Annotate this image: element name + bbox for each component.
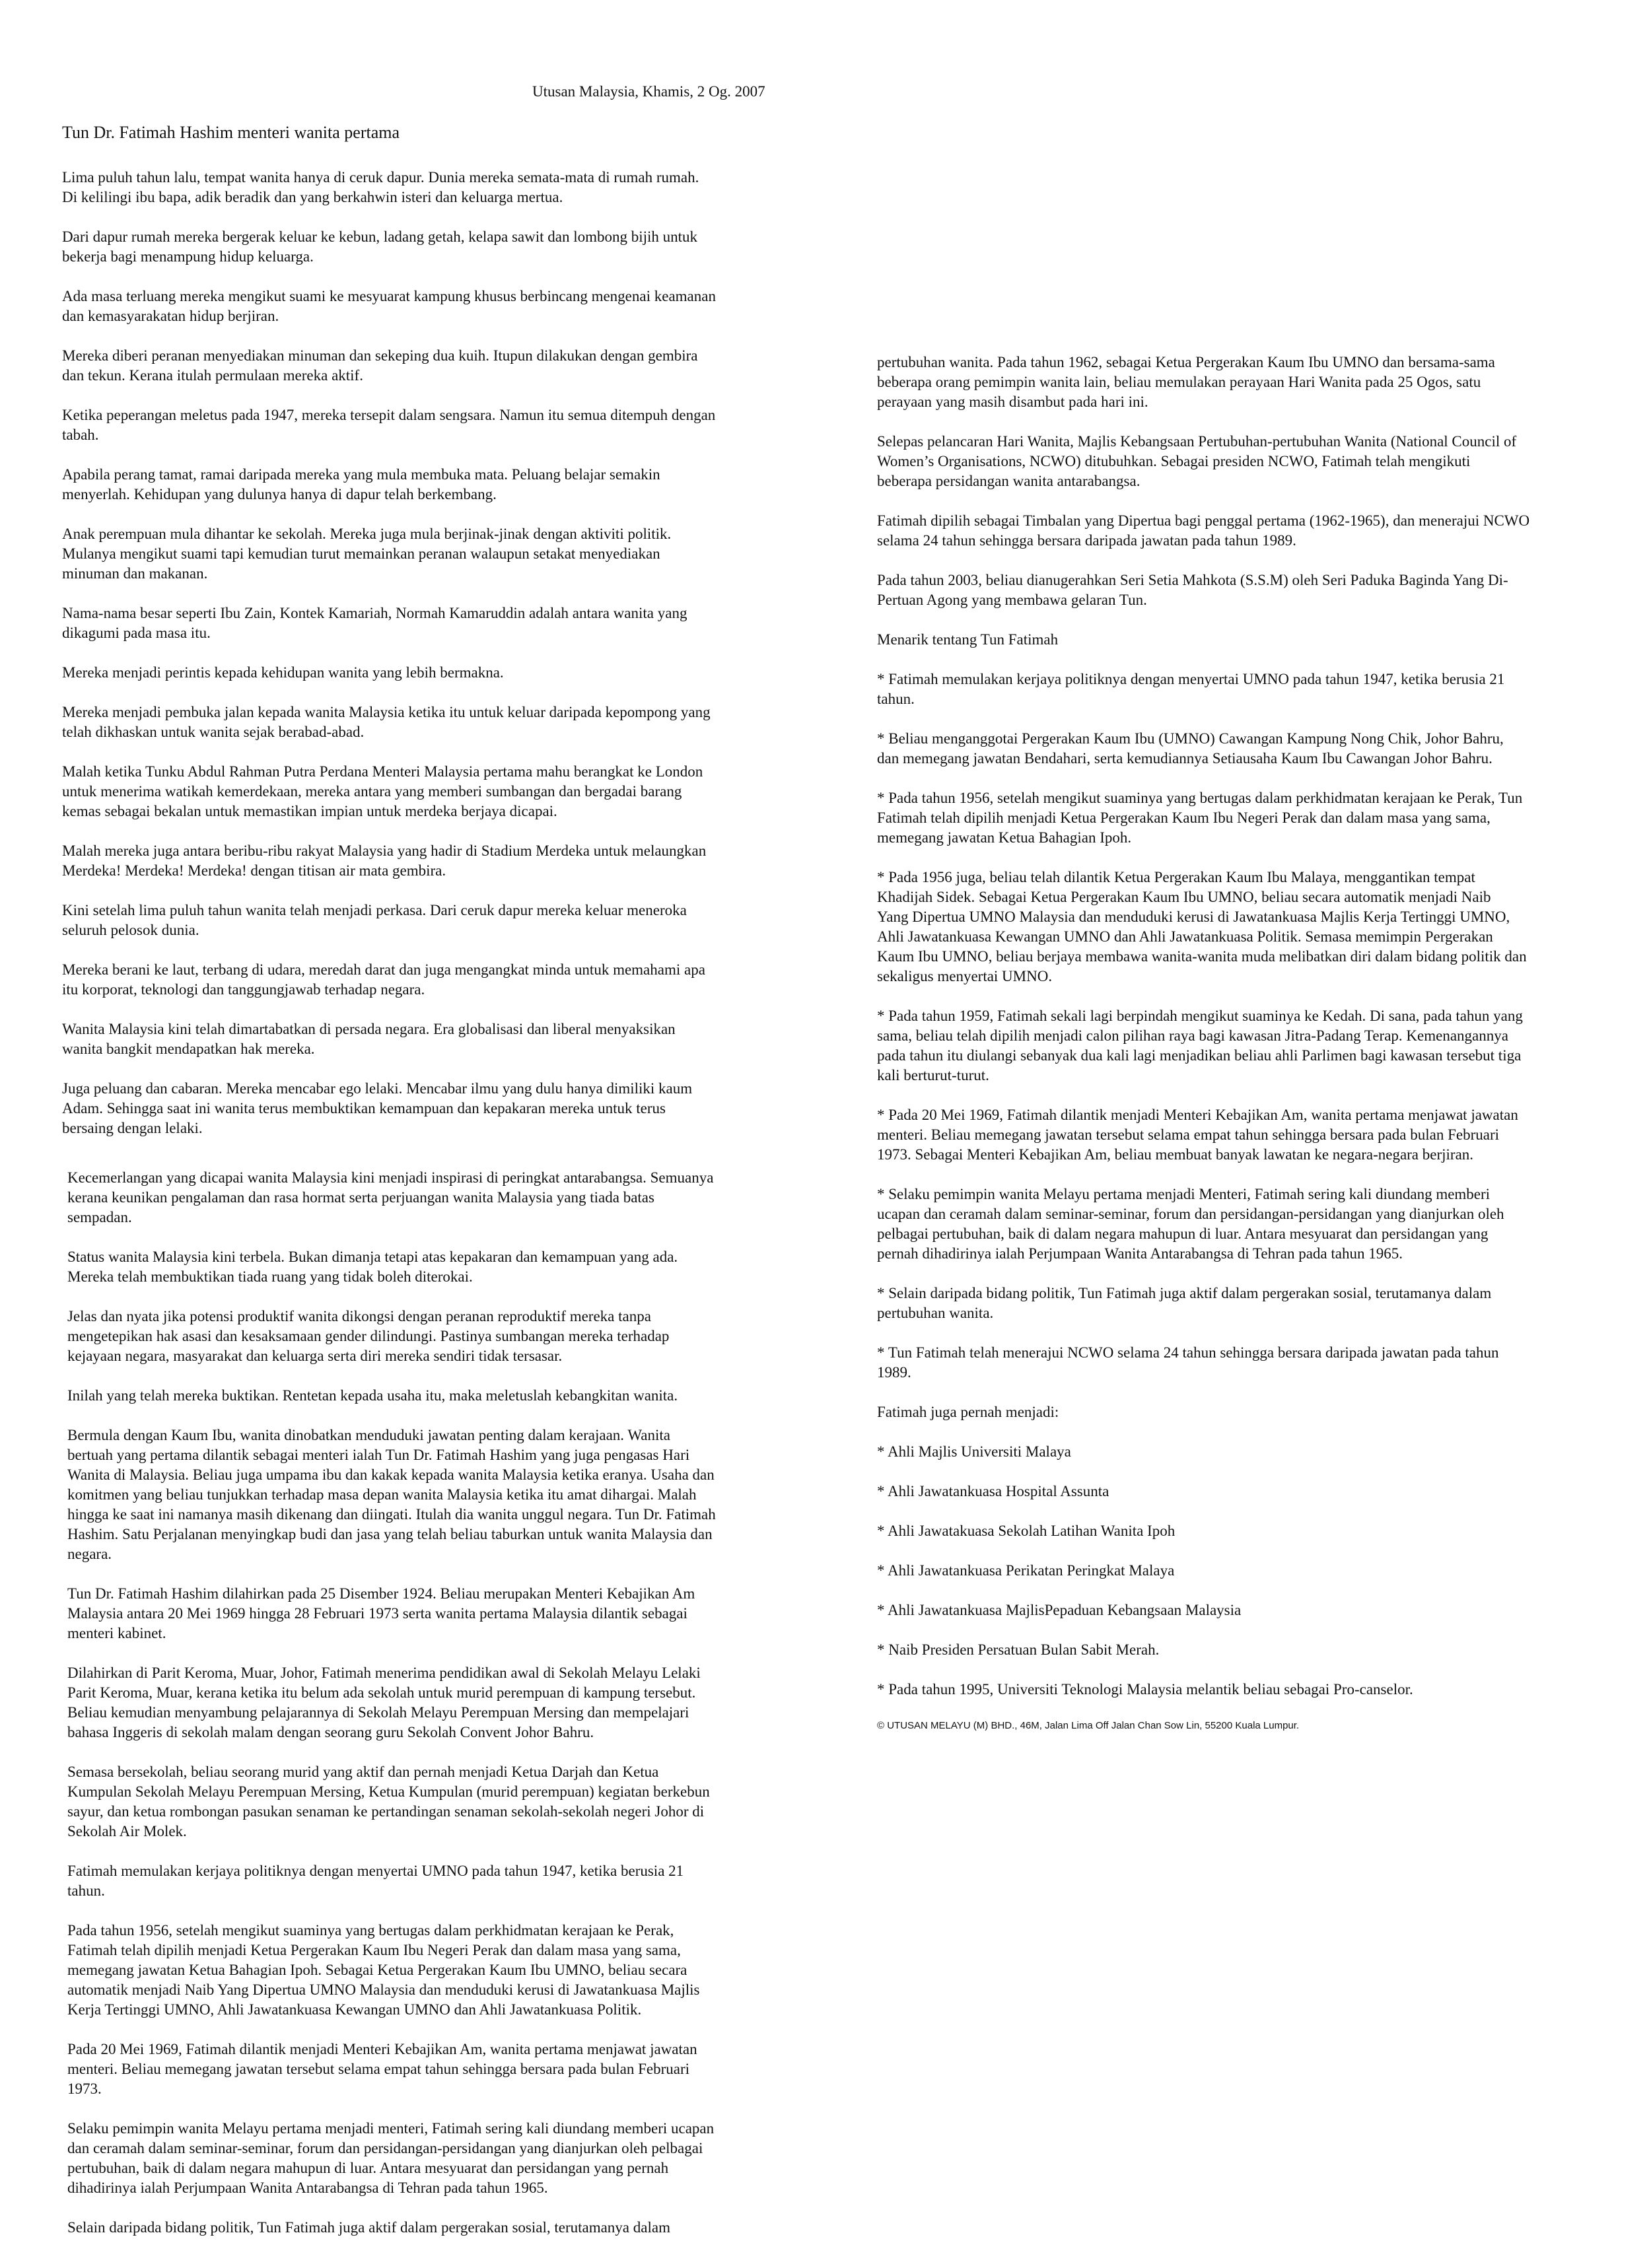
paragraph: Anak perempuan mula dihantar ke sekolah. Mereka juga mula berjinak-jinak dengan aktiviti politik. Mulanya mengikut suami tapi kemudian turut memainkan peranan walaupun setakat menyediakan minuman dan makanan. <box>62 526 672 582</box>
paragraph: Tun Dr. Fatimah Hashim dilahirkan pada 25 Disember 1924. Beliau merupakan Menteri Kebajikan Am Malaysia antara 20 Mei 1969 hingga 28 Februari 1973 serta wanita pertama Malaysia dilantik sebagai menteri kabinet. <box>67 1585 695 1641</box>
bullet-item: * Pada tahun 1956, setelah mengikut suaminya yang bertugas dalam perkhidmatan kerajaan ke Perak, Tun Fatimah telah dipilih menjadi Ketua Pergerakan Kaum Ibu Negeri Perak dan dalam masa yang sama, memegang jawatan Ketua Bahagian Ipoh. <box>877 790 1523 846</box>
paragraph: Juga peluang dan cabaran. Mereka mencabar ego lelaki. Mencabar ilmu yang dulu hanya dimiliki kaum Adam. Sehingga saat ini wanita terus membuktikan kemampuan dan kepakaran mereka untuk terus bersaing dengan lelaki. <box>62 1080 693 1136</box>
bullet-item: * Beliau menganggotai Pergerakan Kaum Ibu (UMNO) Cawangan Kampung Nong Chik, Johor Bahru, dan memegang jawatan Bendahari, serta kemudiannya Setiausaha Kaum Ibu Cawangan Johor Bahru. <box>877 730 1504 767</box>
list-item: * Ahli Jawatakuasa Sekolah Latihan Wanita Ipoh <box>877 1523 1176 1539</box>
paragraph: Mereka menjadi perintis kepada kehidupan wanita yang lebih bermakna. <box>62 664 504 681</box>
paragraph: Mereka menjadi pembuka jalan kepada wanita Malaysia ketika itu untuk keluar daripada kepompong yang telah dikhaskan untuk wanita sejak berabad-abad. <box>62 704 711 740</box>
paragraph: Dilahirkan di Parit Keroma, Muar, Johor, Fatimah menerima pendidikan awal di Sekolah Melayu Lelaki Parit Keroma, Muar, kerana ketika itu belum ada sekolah untuk murid perempuan di kampung tersebut. Beliau kemudian menyambung pelajarannya di Sekolah Melayu Perempuan Mersing dan mempelajari bahasa Inggeris di sekolah malam dengan seorang guru Sekolah Convent Johor Bahru. <box>67 1665 701 1740</box>
bullet-item: * Pada tahun 1959, Fatimah sekali lagi berpindah mengikut suaminya ke Kedah. Di sana, pada tahun yang sama, beliau telah dipilih menjadi calon pilihan raya bagi kawasan Jitra-Padang Terap. Kemenangannya pada tahun itu diulangi sebanyak dua kali lagi menjadikan beliau ahli Parlimen bagi kawasan tersebut tiga kali berturut-turut. <box>877 1008 1523 1083</box>
bullet-item: * Selain daripada bidang politik, Tun Fatimah juga aktif dalam pergerakan sosial, terutamanya dalam pertubuhan wanita. <box>877 1285 1492 1321</box>
list-heading: Fatimah juga pernah menjadi: <box>877 1404 1059 1420</box>
bullet-item: * Selaku pemimpin wanita Melayu pertama menjadi Menteri, Fatimah sering kali diundang memberi ucapan dan ceramah dalam seminar-seminar, forum dan persidangan-persidangan yang dianjurkan oleh pelbagai pertubuhan, baik di dalam negara mahupun di luar. Antara mesyuarat dan persidangan yang pernah dihadirinya ialah Perjumpaan Wanita Antarabangsa di Tehran pada tahun 1965. <box>877 1186 1504 1262</box>
paragraph: Semasa bersekolah, beliau seorang murid yang aktif dan pernah menjadi Ketua Darjah dan Ketua Kumpulan Sekolah Melayu Perempuan Mersing, Ketua Kumpulan (murid perempuan) kegiatan berkebun sayur, dan ketua rombongan pasukan senaman ke pertandingan senaman sekolah-sekolah negeri Johor di Sekolah Air Molek. <box>67 1764 710 1839</box>
article-title: Tun Dr. Fatimah Hashim menteri wanita pertama <box>62 123 400 142</box>
paragraph: Mereka berani ke laut, terbang di udara, meredah darat dan juga mengangkat minda untuk memahami apa itu korporat, teknologi dan tanggungjawab terhadap negara. <box>62 961 705 998</box>
paragraph: Pada 20 Mei 1969, Fatimah dilantik menjadi Menteri Kebajikan Am, wanita pertama menjawat jawatan menteri. Beliau memegang jawatan tersebut selama empat tahun sehingga bersara pada bulan Februari 1973. <box>67 2041 697 2097</box>
paragraph: Kecemerlangan yang dicapai wanita Malaysia kini menjadi inspirasi di peringkat antarabangsa. Semuanya kerana keunikan pengalaman dan rasa hormat serta perjuangan wanita Malaysia yang tiada batas sempadan. <box>67 1169 714 1225</box>
paragraph: Nama-nama besar seperti Ibu Zain, Kontek Kamariah, Normah Kamaruddin adalah antara wanita yang dikagumi pada masa itu. <box>62 605 687 641</box>
paragraph: Malah mereka juga antara beribu-ribu rakyat Malaysia yang hadir di Stadium Merdeka untuk melaungkan Merdeka! Merdeka! Merdeka! dengan titisan air mata gembira. <box>62 842 707 879</box>
list-item: * Ahli Jawatankuasa MajlisPepaduan Kebangsaan Malaysia <box>877 1602 1242 1618</box>
bullet-item: * Fatimah memulakan kerjaya politiknya dengan menyertai UMNO pada tahun 1947, ketika berusia 21 tahun. <box>877 671 1505 707</box>
bullet-item: * Pada 1956 juga, beliau telah dilantik Ketua Pergerakan Kaum Ibu Malaya, menggantikan tempat Khadijah Sidek. Sebagai Ketua Pergerakan Kaum Ibu UMNO, beliau secara automatik menjadi Naib Yang Dipertua UMNO Malaysia dan menduduki kerusi di Jawatankuasa Majlis Kerja Tertinggi UMNO, Ahli Jawatankuasa Kewangan UMNO dan Ahli Jawatankuasa Politik. Semasa memimpin Pergerakan Kaum Ibu UMNO, beliau berjaya membawa wanita-wanita muda melibatkan diri dalam bidang politik dan sekaligus menyertai UMNO. <box>877 869 1527 984</box>
paragraph: Ketika peperangan meletus pada 1947, mereka tersepit dalam sengsara. Namun itu semua ditempuh dengan tabah. <box>62 407 716 443</box>
left-column-bottom <box>67 1168 807 2257</box>
paragraph: Fatimah dipilih sebagai Timbalan yang Dipertua bagi penggal pertama (1962-1965), dan menerajui NCWO selama 24 tahun sehingga bersara daripada jawatan pada tahun 1989. <box>877 512 1530 549</box>
list-item: * Ahli Jawatankuasa Perikatan Peringkat Malaya <box>877 1562 1175 1579</box>
paragraph: Selepas pelancaran Hari Wanita, Majlis Kebangsaan Pertubuhan-pertubuhan Wanita (National Council of Women’s Organisations, NCWO) ditubuhkan. Sebagai presiden NCWO, Fatimah telah mengikuti beberapa persidangan wanita antarabangsa. <box>877 433 1517 489</box>
left-column-top <box>62 168 802 1158</box>
bullet-item: * Pada 20 Mei 1969, Fatimah dilantik menjadi Menteri Kebajikan Am, wanita pertama menjawat jawatan menteri. Beliau memegang jawatan tersebut selama empat tahun sehingga bersara pada bulan Februari 1973. Sebagai Menteri Kebajikan Am, beliau membuat banyak lawatan ke negara-negara berjiran. <box>877 1107 1518 1163</box>
paragraph: Bermula dengan Kaum Ibu, wanita dinobatkan menduduki jawatan penting dalam kerajaan. Wanita bertuah yang pertama dilantik sebagai menteri ialah Tun Dr. Fatimah Hashim yang juga pengasas Hari Wanita di Malaysia. Beliau juga umpama ibu dan kakak kepada wanita Malaysia ketika eranya. Usaha dan komitmen yang beliau tunjukkan terhadap masa depan wanita Malaysia ketika itu amat dihargai. Malah hingga ke saat ini namanya masih dikenang dan diingati. Itulah dia wanita unggul negara. Tun Dr. Fatimah Hashim. Satu Perjalanan menyingkap budi dan jasa yang telah beliau taburkan untuk wanita Malaysia dan negara. <box>67 1427 716 1562</box>
dateline: Utusan Malaysia, Khamis, 2 Og. 2007 <box>532 83 765 100</box>
paragraph: Lima puluh tahun lalu, tempat wanita hanya di ceruk dapur. Dunia mereka semata-mata di rumah rumah. Di kelilingi ibu bapa, adik beradik dan yang berkahwin isteri dan keluarga mertua. <box>62 169 699 205</box>
paragraph: Pada tahun 2003, beliau dianugerahkan Seri Setia Mahkota (S.S.M) oleh Seri Paduka Baginda Yang Di- Pertuan Agong yang membawa gelaran Tun. <box>877 572 1508 608</box>
copyright-notice: © UTUSAN MELAYU (M) BHD., 46M, Jalan Lima Off Jalan Chan Sow Lin, 55200 Kuala Lumpur. <box>877 1720 1300 1731</box>
paragraph: Status wanita Malaysia kini terbela. Bukan dimanja tetapi atas kepakaran dan kemampuan yang ada. Mereka telah membuktikan tiada ruang yang tidak boleh diterokai. <box>67 1249 678 1285</box>
paragraph: Fatimah memulakan kerjaya politiknya dengan menyertai UMNO pada tahun 1947, ketika berusia 21 tahun. <box>67 1863 684 1899</box>
list-item: * Pada tahun 1995, Universiti Teknologi Malaysia melantik beliau sebagai Pro-canselor. <box>877 1681 1413 1698</box>
paragraph: Mereka diberi peranan menyediakan minuman dan sekeping dua kuih. Itupun dilakukan dengan gembira dan tekun. Kerana itulah permulaan mereka aktif. <box>62 347 698 384</box>
bullet-item: * Tun Fatimah telah menerajui NCWO selama 24 tahun sehingga bersara daripada jawatan pada tahun 1989. <box>877 1344 1499 1381</box>
list-item: * Naib Presiden Persatuan Bulan Sabit Merah. <box>877 1641 1160 1658</box>
paragraph: Apabila perang tamat, ramai daripada mereka yang mula membuka mata. Peluang belajar semakin menyerlah. Kehidupan yang dulunya hanya di dapur telah berkembang. <box>62 466 660 502</box>
paragraph: Wanita Malaysia kini telah dimartabatkan di persada negara. Era globalisasi dan liberal menyaksikan wanita bangkit mendapatkan hak mereka. <box>62 1021 676 1057</box>
section-heading: Menarik tentang Tun Fatimah <box>877 631 1059 648</box>
paragraph: Kini setelah lima puluh tahun wanita telah menjadi perkasa. Dari ceruk dapur mereka keluar meneroka seluruh pelosok dunia. <box>62 902 687 938</box>
right-column <box>877 353 1620 1733</box>
paragraph: pertubuhan wanita. Pada tahun 1962, sebagai Ketua Pergerakan Kaum Ibu UMNO dan bersama-sama beberapa orang pemimpin wanita lain, beliau memulakan perayaan Hari Wanita pada 25 Ogos, satu perayaan yang masih disambut pada hari ini. <box>877 354 1495 410</box>
paragraph: Selain daripada bidang politik, Tun Fatimah juga aktif dalam pergerakan sosial, terutamanya dalam <box>67 2219 670 2236</box>
paragraph: Inilah yang telah mereka buktikan. Rentetan kepada usaha itu, maka meletuslah kebangkitan wanita. <box>67 1387 678 1404</box>
list-item: * Ahli Jawatankuasa Hospital Assunta <box>877 1483 1109 1499</box>
paragraph: Selaku pemimpin wanita Melayu pertama menjadi menteri, Fatimah sering kali diundang memberi ucapan dan ceramah dalam seminar-seminar, forum dan persidangan-persidangan yang dianjurkan oleh pelbagai pertubuhan, baik di dalam negara mahupun di luar. Antara mesyuarat dan persidangan yang pernah dihadirinya ialah Perjumpaan Wanita Antarabangsa di Tehran pada tahun 1965. <box>67 2120 715 2196</box>
paragraph: Malah ketika Tunku Abdul Rahman Putra Perdana Menteri Malaysia pertama mahu berangkat ke London untuk menerima watikah kemerdekaan, mereka antara yang memberi sumbangan dan bergadai barang kemas sebagai bekalan untuk memastikan impian untuk merdeka berjaya dicapai. <box>62 763 703 819</box>
paragraph: Pada tahun 1956, setelah mengikut suaminya yang bertugas dalam perkhidmatan kerajaan ke Perak, Fatimah telah dipilih menjadi Ketua Pergerakan Kaum Ibu Negeri Perak dan dalam masa yang sama, memegang jawatan Ketua Bahagian Ipoh. Sebagai Ketua Pergerakan Kaum Ibu UMNO, beliau secara automatik menjadi Naib Yang Dipertua UMNO Malaysia dan menduduki kerusi di Jawatankuasa Majlis Kerja Tertinggi UMNO, Ahli Jawatankuasa Kewangan UMNO dan Ahli Jawatankuasa Politik. <box>67 1922 700 2018</box>
paragraph: Dari dapur rumah mereka bergerak keluar ke kebun, ladang getah, kelapa sawit dan lombong bijih untuk bekerja bagi menampung hidup keluarga. <box>62 228 698 265</box>
list-item: * Ahli Majlis Universiti Malaya <box>877 1443 1071 1460</box>
paragraph: Ada masa terluang mereka mengikut suami ke mesyuarat kampung khusus berbincang mengenai keamanan dan kemasyarakatan hidup berjiran. <box>62 288 716 324</box>
paragraph: Jelas dan nyata jika potensi produktif wanita dikongsi dengan peranan reproduktif mereka tanpa mengetepikan hak asasi dan kesaksamaan gender dilindungi. Pastinya sumbangan mereka terhadap kejayaan negara, masyarakat dan keluarga serta diri mereka sendiri tidak tersasar. <box>67 1308 670 1364</box>
